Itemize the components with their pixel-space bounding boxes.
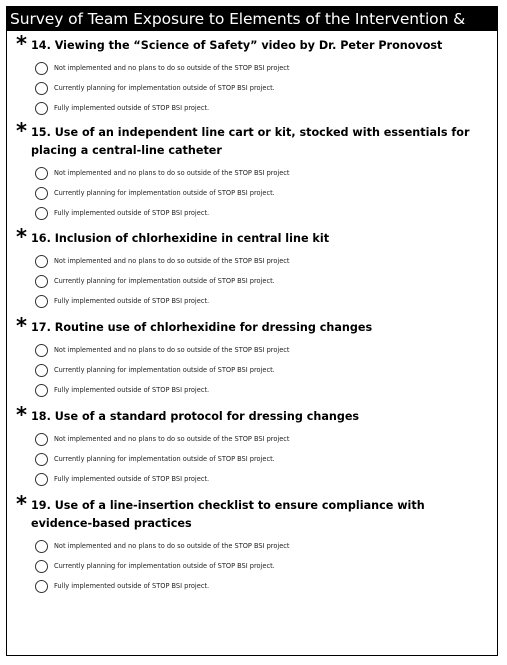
- option-label: Fully implemented outside of STOP BSI project.: [54, 386, 210, 394]
- option-label: Not implemented and no plans to do so outside of the STOP BSI project: [54, 257, 290, 265]
- required-asterisk-icon: *: [16, 225, 27, 249]
- option-currently-planning[interactable]: [7, 360, 497, 380]
- question-header: [7, 32, 497, 56]
- question-text: 17. Routine use of chlorhexidine for dressing changes: [31, 321, 373, 334]
- option-fully-implemented[interactable]: [7, 380, 497, 400]
- options-list: [7, 429, 497, 489]
- required-asterisk-icon: *: [16, 119, 27, 143]
- options-list: [7, 163, 497, 223]
- question-18: [7, 403, 497, 489]
- question-header: [7, 119, 497, 160]
- radio-button[interactable]: [35, 62, 48, 75]
- question-header: [7, 492, 497, 533]
- radio-button[interactable]: [35, 207, 48, 220]
- option-label: Not implemented and no plans to do so outside of the STOP BSI project: [54, 64, 290, 72]
- required-asterisk-icon: *: [16, 314, 27, 338]
- option-currently-planning[interactable]: [7, 78, 497, 98]
- option-fully-implemented[interactable]: [7, 291, 497, 311]
- question-15: [7, 119, 497, 223]
- option-label: Not implemented and no plans to do so outside of the STOP BSI project: [54, 346, 290, 354]
- radio-button[interactable]: [35, 473, 48, 486]
- option-label: Currently planning for implementation outside of STOP BSI project.: [54, 455, 275, 463]
- option-not-implemented[interactable]: [7, 429, 497, 449]
- required-asterisk-icon: *: [16, 403, 27, 427]
- question-19: [7, 492, 497, 596]
- option-label: Fully implemented outside of STOP BSI project.: [54, 582, 210, 590]
- radio-button[interactable]: [35, 295, 48, 308]
- option-not-implemented[interactable]: [7, 340, 497, 360]
- option-currently-planning[interactable]: [7, 183, 497, 203]
- option-currently-planning[interactable]: [7, 556, 497, 576]
- radio-button[interactable]: [35, 540, 48, 553]
- question-16: [7, 225, 497, 311]
- radio-button[interactable]: [35, 102, 48, 115]
- option-currently-planning[interactable]: [7, 449, 497, 469]
- radio-button[interactable]: [35, 560, 48, 573]
- option-label: Currently planning for implementation outside of STOP BSI project.: [54, 84, 275, 92]
- radio-button[interactable]: [35, 453, 48, 466]
- radio-button[interactable]: [35, 82, 48, 95]
- option-not-implemented[interactable]: [7, 251, 497, 271]
- required-asterisk-icon: *: [16, 492, 27, 516]
- options-list: [7, 536, 497, 596]
- options-list: [7, 251, 497, 311]
- radio-button[interactable]: [35, 255, 48, 268]
- question-text: 19. Use of a line-insertion checklist to ensure compliance with evidence-based practices: [31, 499, 425, 530]
- option-label: Currently planning for implementation outside of STOP BSI project.: [54, 189, 275, 197]
- question-text: 14. Viewing the “Science of Safety” video by Dr. Peter Pronovost: [31, 39, 443, 52]
- question-header: [7, 314, 497, 338]
- question-text: 15. Use of an independent line cart or kit, stocked with essentials for placing a central-line catheter: [31, 126, 470, 157]
- radio-button[interactable]: [35, 167, 48, 180]
- option-not-implemented[interactable]: [7, 536, 497, 556]
- option-label: Fully implemented outside of STOP BSI project.: [54, 209, 210, 217]
- option-fully-implemented[interactable]: [7, 576, 497, 596]
- option-label: Not implemented and no plans to do so outside of the STOP BSI project: [54, 542, 290, 550]
- radio-button[interactable]: [35, 384, 48, 397]
- question-14: [7, 32, 497, 118]
- option-label: Currently planning for implementation outside of STOP BSI project.: [54, 562, 275, 570]
- radio-button[interactable]: [35, 364, 48, 377]
- option-label: Fully implemented outside of STOP BSI project.: [54, 297, 210, 305]
- question-header: [7, 225, 497, 249]
- option-label: Not implemented and no plans to do so outside of the STOP BSI project: [54, 169, 290, 177]
- option-label: Fully implemented outside of STOP BSI project.: [54, 104, 210, 112]
- survey-title: Survey of Team Exposure to Elements of the Intervention &: [7, 7, 497, 31]
- radio-button[interactable]: [35, 187, 48, 200]
- radio-button[interactable]: [35, 580, 48, 593]
- option-label: Not implemented and no plans to do so outside of the STOP BSI project: [54, 435, 290, 443]
- option-label: Currently planning for implementation outside of STOP BSI project.: [54, 277, 275, 285]
- option-fully-implemented[interactable]: [7, 203, 497, 223]
- option-not-implemented[interactable]: [7, 58, 497, 78]
- question-text: 18. Use of a standard protocol for dressing changes: [31, 410, 360, 423]
- option-not-implemented[interactable]: [7, 163, 497, 183]
- radio-button[interactable]: [35, 433, 48, 446]
- required-asterisk-icon: *: [16, 32, 27, 56]
- option-label: Fully implemented outside of STOP BSI project.: [54, 475, 210, 483]
- radio-button[interactable]: [35, 344, 48, 357]
- survey-page: [6, 6, 498, 656]
- option-currently-planning[interactable]: [7, 271, 497, 291]
- option-fully-implemented[interactable]: [7, 469, 497, 489]
- option-fully-implemented[interactable]: [7, 98, 497, 118]
- radio-button[interactable]: [35, 275, 48, 288]
- options-list: [7, 340, 497, 400]
- option-label: Currently planning for implementation outside of STOP BSI project.: [54, 366, 275, 374]
- options-list: [7, 58, 497, 118]
- question-header: [7, 403, 497, 427]
- question-text: 16. Inclusion of chlorhexidine in central line kit: [31, 232, 330, 245]
- question-17: [7, 314, 497, 400]
